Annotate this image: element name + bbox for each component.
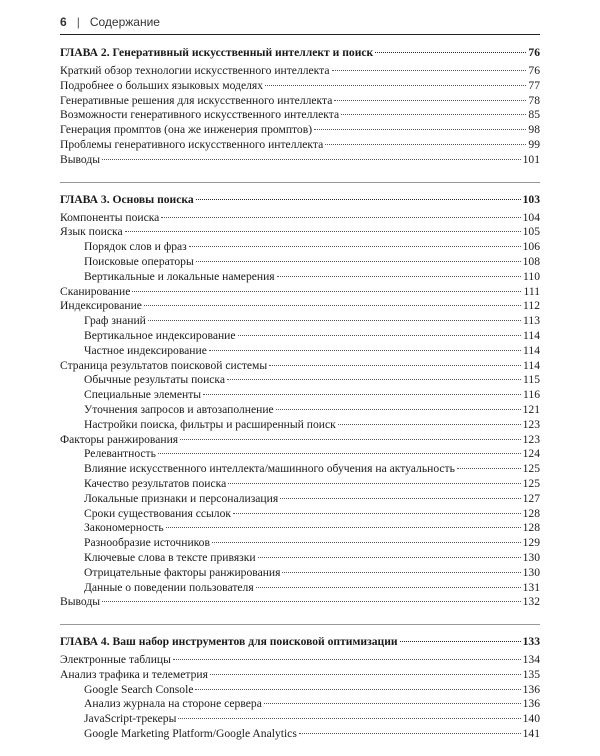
dot-leader [276,408,521,410]
dot-leader [256,586,521,588]
toc-subentry [60,388,540,403]
toc-subentry [60,551,540,566]
toc-subentry [60,403,540,418]
dot-leader [173,658,521,660]
toc-page-number: 128 [522,506,540,520]
toc-entry [60,64,540,79]
toc-entry [60,595,540,610]
dot-leader [227,378,521,380]
chapter-title [60,191,540,208]
toc-page-number: 141 [522,727,540,741]
dot-leader [178,717,520,719]
toc-entry-label: Факторы ранжирования [60,432,179,446]
toc-entry-label: ГЛАВА 2. Генеративный искусственный интеллект и поиск [60,46,374,59]
toc-page-number: 114 [523,343,540,357]
toc-entry-label: JavaScript-трекеры [84,712,177,726]
toc-entry-label: Отрицательные факторы ранжирования [84,565,281,579]
dot-leader [314,128,526,130]
toc-page-number: 132 [522,595,540,609]
toc-subentry [60,240,540,255]
dot-leader [196,260,521,262]
toc-entry-label: Сканирование [60,284,131,298]
toc-page-number: 98 [528,123,540,137]
toc-entry [60,138,540,153]
toc-entry-label: Генеративные решения для искусственного интеллекта [60,93,333,107]
toc-entry-label: Закономерность [84,521,164,535]
toc-subentry [60,507,540,522]
dot-leader [277,275,521,277]
toc-entry [60,299,540,314]
dot-leader [196,198,521,200]
toc-page-number: 124 [522,447,540,461]
dot-leader [269,364,521,366]
toc-page-number: 130 [522,565,540,579]
toc-entry [60,359,540,374]
toc-subentry [60,712,540,727]
chapter-section [60,191,540,611]
toc-page-number: 115 [523,373,540,387]
toc-page-number: 121 [522,402,540,416]
dot-leader [166,526,521,528]
toc-page-number: 123 [522,417,540,431]
dot-leader [238,334,522,336]
dot-leader [334,99,526,101]
toc-subentry [60,329,540,344]
toc-page-number: 135 [522,667,540,681]
toc-page-number: 127 [522,491,540,505]
dot-leader [180,438,520,440]
toc-entry [60,433,540,448]
dot-leader [132,290,521,292]
toc-page-number: 101 [522,152,540,166]
toc-page-number: 106 [522,240,540,254]
toc-entry-label: Релевантность [84,447,156,461]
toc-entry [60,94,540,109]
dot-leader [264,702,521,704]
toc-entry-label: ГЛАВА 3. Основы поиска [60,192,194,206]
toc-entry-label: Порядок слов и фраз [84,240,187,254]
dot-leader [375,51,526,53]
dot-leader [280,497,520,499]
dot-leader [161,216,520,218]
toc-entry-label: Данные о поведении пользователя [84,580,254,594]
toc-entry-label: Анализ журнала на стороне сервера [84,697,262,711]
toc-page-number: 78 [528,93,540,107]
toc-entry [60,285,540,300]
chapter-title [60,633,540,650]
toc-entry-label: Граф знаний [84,314,146,328]
toc-entry-label: Вертикальное индексирование [84,328,236,342]
toc-entry-label: Выводы [60,595,101,609]
toc-entry-label: Специальные элементы [84,388,202,402]
page-number: 6 [60,15,67,29]
chapter-divider [60,182,540,183]
toc-page-number: 112 [523,299,540,313]
toc-page-number: 113 [523,314,540,328]
toc-page-number: 76 [528,46,540,59]
toc-page-number: 76 [528,64,540,77]
toc-entry-label: Google Search Console [84,682,194,696]
chapter-title [60,44,540,61]
toc-entry-label: Поисковые операторы [84,254,194,268]
toc-page-number: 130 [522,550,540,564]
toc-entry-label: Ключевые слова в тексте привязки [84,550,256,564]
toc-subentry [60,447,540,462]
toc-page-number: 114 [523,358,540,372]
toc-entry-label: Страница результатов поисковой системы [60,358,268,372]
toc-entry-label: Генерация промптов (она же инженерия промптов) [60,123,313,137]
dot-leader [158,452,521,454]
toc-subentry [60,727,540,742]
toc-page-number: 104 [522,210,540,224]
toc-subentry [60,566,540,581]
header-title: Содержание [89,15,160,29]
toc-page-number: 134 [522,653,540,667]
toc-entry [60,211,540,226]
toc-page-number: 108 [522,254,540,268]
dot-leader [212,541,521,543]
toc-entry-label: Подробнее о больших языковых моделях [60,78,264,92]
toc-entry-label: Настройки поиска, фильтры и расширенный поиск [84,417,336,431]
toc-page-number: 85 [528,108,540,122]
dot-leader [209,349,521,351]
dot-leader [210,673,521,675]
chapter-section [60,633,540,742]
dot-leader [102,600,521,602]
dot-leader [233,512,521,514]
toc-subentry [60,536,540,551]
toc-entry-label: Сроки существования ссылок [84,506,232,520]
toc-entry-label: Уточнения запросов и автозаполнение [84,402,274,416]
toc-page-number: 136 [522,697,540,711]
toc-page-number: 133 [522,635,540,649]
toc-page-number: 125 [522,462,540,476]
toc-page-number: 111 [523,284,540,298]
toc-entry-label: Компоненты поиска [60,210,160,224]
toc-page-number: 125 [522,476,540,490]
toc-entry-label: Язык поиска [60,225,123,239]
toc-page-number: 105 [522,225,540,239]
dot-leader [265,84,526,86]
toc-subentry [60,521,540,536]
toc-subentry [60,581,540,596]
dot-leader [400,640,521,642]
dot-leader [341,113,526,115]
toc-subentry [60,314,540,329]
toc-page-number: 103 [522,192,540,206]
toc-entry-label: Разнообразие источников [84,536,210,550]
toc-subentry [60,270,540,285]
toc-entry-label: Google Marketing Platform/Google Analytics [84,727,297,741]
toc-entry [60,225,540,240]
dot-leader [125,230,521,232]
toc-subentry [60,492,540,507]
toc-entry-label: Обычные результаты поиска [84,373,226,387]
chapter-divider [60,624,540,625]
chapter-section [60,44,540,168]
header-rule [60,34,540,35]
dot-leader [325,143,526,145]
toc-entry-label: Проблемы генеративного искусственного интеллекта [60,137,324,151]
toc-page-number: 114 [523,328,540,342]
dot-leader [258,556,521,558]
toc-page-number: 77 [528,78,540,92]
toc-entry-label: Анализ трафика и телеметрия [60,667,208,681]
toc-subentry [60,418,540,433]
toc-entry [60,123,540,138]
toc-page-number: 140 [522,712,540,726]
toc-page-number: 123 [522,432,540,446]
dot-leader [332,69,527,71]
dot-leader [228,482,520,484]
toc-subentry [60,255,540,270]
toc-entry-label: Частное индексирование [84,343,207,357]
toc-subentry [60,697,540,712]
toc-entry-label: Локальные признаки и персонализация [84,491,279,505]
toc-page-number: 136 [522,682,540,696]
dot-leader [148,319,521,321]
toc-entry-label: Индексирование [60,299,142,313]
dot-leader [338,423,521,425]
dot-leader [144,304,521,306]
dot-leader [282,571,520,573]
toc-entry [60,653,540,668]
toc-entry-label: Выводы [60,152,101,166]
toc-subentry [60,683,540,698]
toc-page-number: 129 [522,536,540,550]
dot-leader [195,688,520,690]
toc-entry-label: Возможности генеративного искусственного интеллекта [60,108,340,122]
toc-entry [60,108,540,123]
toc-entry-label: ГЛАВА 4. Ваш набор инструментов для поисковой оптимизации [60,635,398,649]
toc-page-number: 110 [523,269,540,283]
dot-leader [189,245,521,247]
toc-entry [60,668,540,683]
toc-subentry [60,462,540,477]
toc-entry [60,79,540,94]
toc-page-number: 128 [522,521,540,535]
toc-page-number: 99 [528,137,540,151]
toc-entry [60,153,540,168]
toc-subentry [60,344,540,359]
toc-entry-label: Качество результатов поиска [84,476,227,490]
header-separator: | [76,15,80,29]
running-header [60,12,540,32]
toc-entry-label: Вертикальные и локальные намерения [84,269,275,283]
toc-subentry [60,373,540,388]
toc-entry-label: Влияние искусственного интеллекта/машинного обучения на актуальность [84,462,455,476]
toc-subentry [60,477,540,492]
dot-leader [102,158,521,160]
table-of-contents [60,44,540,756]
toc-entry-label: Краткий обзор технологии искусственного интеллекта [60,64,330,77]
dot-leader [457,467,521,469]
toc-page-number: 116 [523,388,540,402]
dot-leader [203,393,521,395]
dot-leader [299,732,521,734]
toc-page-number: 131 [522,580,540,594]
toc-entry-label: Электронные таблицы [60,653,171,667]
